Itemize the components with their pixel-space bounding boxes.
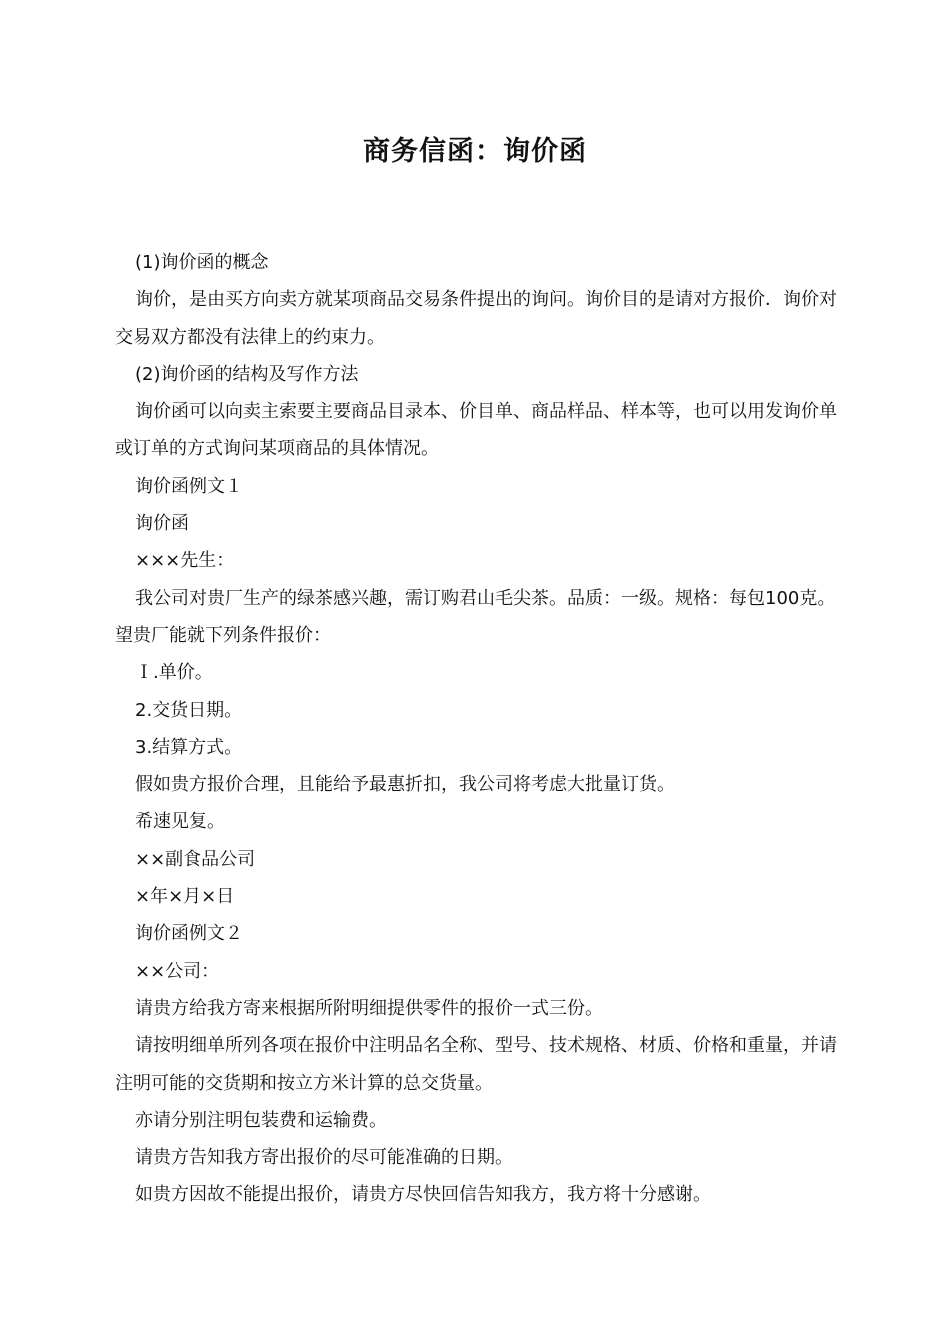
section-heading-concept: (1)询价函的概念 [135,252,269,273]
example-2-paragraph-1: 请贵方给我方寄来根据所附明细提供零件的报价一式三份。 [135,997,603,1019]
example-1-heading: 询价函例文１ [135,475,243,497]
example-2-heading: 询价函例文２ [135,923,243,945]
example-2-paragraph-5: 如贵方因故不能提出报价，请贵方尽快回信告知我方，我方将十分感谢。 [135,1184,711,1206]
example-1-closing: 假如贵方报价合理，且能给予最惠折扣，我公司将考虑大批量订货。 [135,774,675,796]
example-1-item-3: 3.结算方式。 [135,736,243,758]
page-title: 商务信函：询价函 [363,136,587,167]
example-1-request-reply: 希速见复。 [135,811,225,833]
paragraph-structure-text: 询价函可以向卖主索要主要商品目录本、价目单、商品样品、样本等，也可以用发询价单或订单的方式询问某项商品的具体情况。 [115,401,837,460]
example-2-paragraph-3: 亦请分别注明包装费和运输费。 [135,1109,387,1131]
example-1-salutation: ×××先生： [135,550,235,572]
paragraph-concept-text: 询价，是由买方向卖方就某项商品交易条件提出的询问。询价目的是请对方报价．询价对交易双方都没有法律上的约束力。 [115,289,837,348]
example-1-signature: ××副食品公司 [135,848,256,870]
example-1-body: 我公司对贵厂生产的绿茶感兴趣，需订购君山毛尖茶。品质：一级。规格：每包100克。望贵厂能就下列条件报价： [115,587,836,646]
example-1-date: ×年×月×日 [135,886,235,908]
example-2-salutation: ××公司： [135,960,220,982]
example-1-item-2: 2.交货日期。 [135,699,243,721]
example-2-paragraph-2: 请按明细单所列各项在报价中注明品名全称、型号、技术规格、材质、价格和重量，并请注明可能的交货期和按立方米计算的总交货量。 [115,1035,837,1094]
example-2-paragraph-4: 请贵方告知我方寄出报价的尽可能准确的日期。 [135,1147,513,1169]
example-1-item-1: Ｉ.单价。 [135,662,213,684]
document-body [115,244,850,1214]
example-1-letter-title: 询价函 [135,513,189,535]
section-heading-structure: (2)询价函的结构及写作方法 [135,363,359,385]
